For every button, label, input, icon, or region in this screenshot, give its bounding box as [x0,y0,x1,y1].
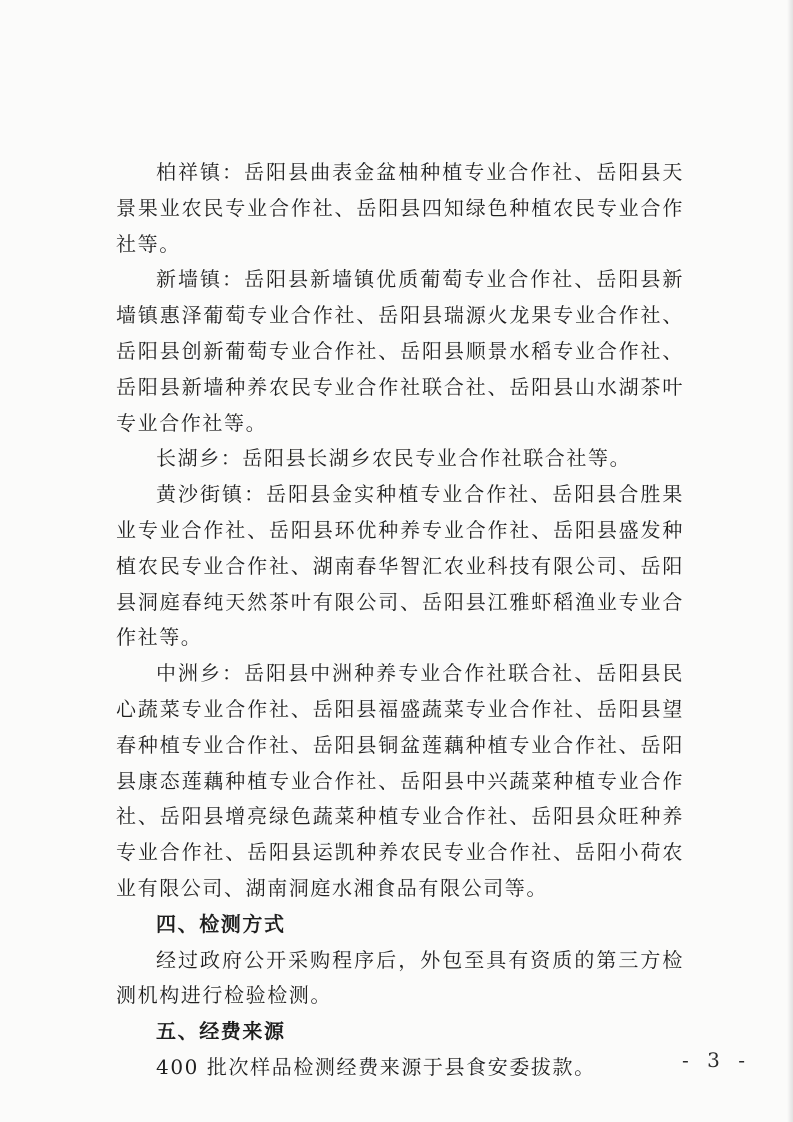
paragraph-xinqiang-town: 新墙镇：岳阳县新墙镇优质葡萄专业合作社、岳阳县新墙镇惠泽葡萄专业合作社、岳阳县瑞源火龙果专业合作社、岳阳县创新葡萄专业合作社、岳阳县顺景水稻专业合作社、岳阳县新墙种养农民专业合作社联合社、岳阳县山水湖茶叶专业合作社等。 [116,267,684,435]
section-heading-funding-source: 五、经费来源 [156,1019,286,1044]
paragraph-funding-source: 400 批次样品检测经费来源于县食安委拔款。 [156,1054,596,1079]
paragraph-baixiang-town: 柏祥镇：岳阳县曲表金盆柚种植专业合作社、岳阳县天景果业农民专业合作社、岳阳县四知绿色种植农民专业合作社等。 [116,160,684,256]
paragraph-huangshajie-town: 黄沙街镇：岳阳县金实种植专业合作社、岳阳县合胜果业专业合作社、岳阳县环优种养专业合作社、岳阳县盛发种植农民专业合作社、湖南春华智汇农业科技有限公司、岳阳县洞庭春纯天然茶叶有限公司、岳阳县江雅虾稻渔业专业合作社等。 [116,482,684,650]
section-heading-detection-method: 四、检测方式 [156,911,286,936]
document-body [116,155,684,1086]
page-number: - 3 - [682,1048,751,1072]
paragraph-detection-method: 经过政府公开采购程序后，外包至具有资质的第三方检测机构进行检验检测。 [116,947,684,1008]
paragraph-zhongzhou-township: 中洲乡：岳阳县中洲种养专业合作社联合社、岳阳县民心蔬菜专业合作社、岳阳县福盛蔬菜专业合作社、岳阳县望春种植专业合作社、岳阳县铜盆莲藕种植专业合作社、岳阳县康态莲藕种植专业合作社、岳阳县中兴蔬菜种植专业合作社、岳阳县增亮绿色蔬菜种植专业合作社、岳阳县众旺种养专业合作社、岳阳县运凯种养农民专业合作社、岳阳小荷农业有限公司、湖南洞庭水湘食品有限公司等。 [116,661,684,900]
page-edge-shadow [787,0,793,1122]
paragraph-changhu-township: 长湖乡：岳阳县长湖乡农民专业合作社联合社等。 [156,446,632,471]
